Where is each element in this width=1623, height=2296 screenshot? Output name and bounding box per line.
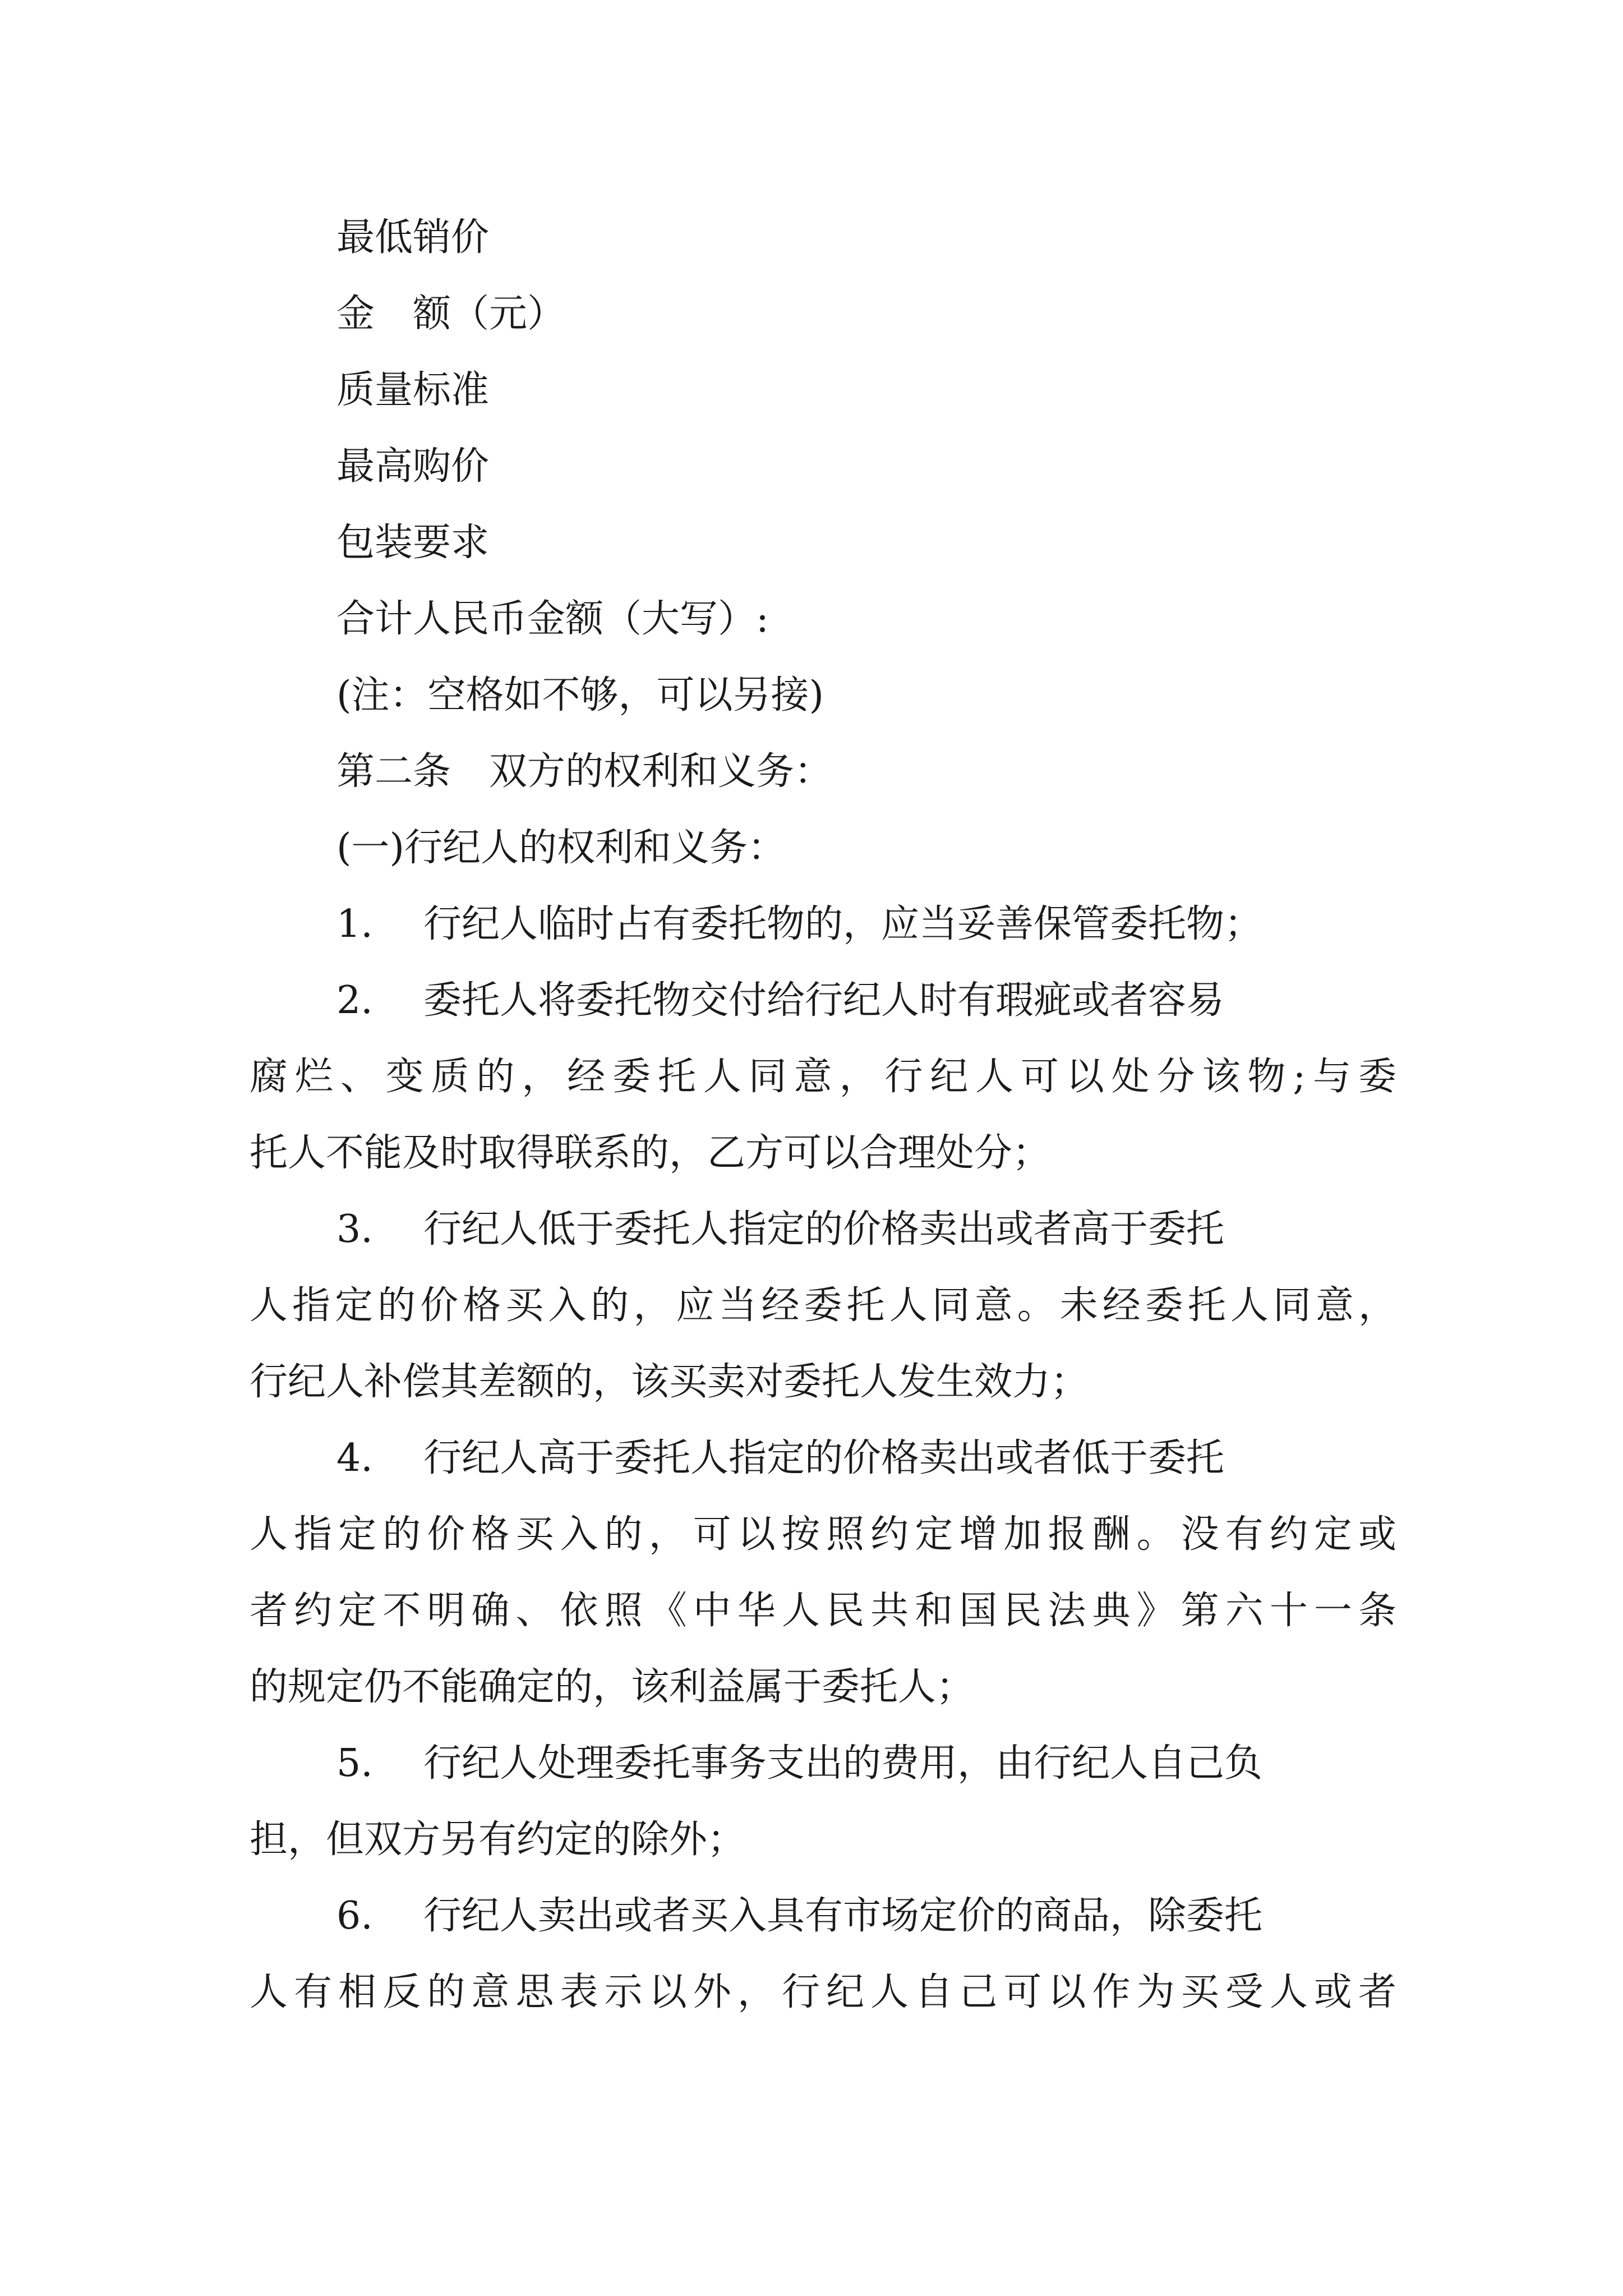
article-two-title: 第二条 双方的权利和义务： [336,749,833,794]
item-text-continued: 腐烂、变质的，经委托人同意，行纪人可以处分该物;与委 [250,1055,1396,1099]
item-text-continued: 人有相反的意思表示以外，行纪人自己可以作为买受人或者 [250,1970,1396,2014]
item-number: 3. [336,1207,373,1251]
field-total-rmb: 合计人民币金额（大写）: [336,597,769,641]
document-body [250,200,1396,2031]
item-text-continued: 人指定的价格买入的，应当经委托人同意。未经委托人同意， [250,1283,1396,1328]
item-text: 行纪人高于委托人指定的价格卖出或者低于委托 [423,1436,1225,1480]
list-item-5 [250,1726,1396,1802]
list-item-3 [250,1191,1396,1268]
item-number: 4. [336,1436,373,1480]
item-number: 6. [336,1894,373,1938]
list-item-4 [250,1420,1396,1497]
item-text: 行纪人低于委托人指定的价格卖出或者高于委托 [423,1207,1225,1251]
item-text-continued: 人指定的价格买入的，可以按照约定增加报酬。没有约定或 [250,1512,1396,1557]
item-text-continued: 的规定仍不能确定的，该利益属于委托人； [250,1665,975,1709]
item-text: 行纪人临时占有委托物的，应当妥善保管委托物； [423,902,1263,946]
section-one-title: (一)行纪人的权利和义务： [336,826,786,870]
item-text: 行纪人卖出或者买入具有市场定价的商品，除委托 [423,1894,1263,1938]
field-quality-standard: 质量标准 [336,368,490,412]
item-text: 行纪人处理委托事务支出的费用，由行纪人自己负 [423,1741,1263,1786]
item-text-continued: 者约定不明确、依照《中华人民共和国民法典》第六十一条 [250,1589,1396,1633]
list-item-2 [250,963,1396,1039]
field-min-sale-price: 最低销价 [336,215,490,260]
item-number: 1. [336,902,373,946]
field-amount: 金 额（元） [336,292,566,336]
item-text-continued: 托人不能及时取得联系的，乙方可以合理处分； [250,1131,1051,1175]
item-text-continued: 担，但双方另有约定的除外； [250,1818,746,1862]
item-number: 2. [336,978,373,1023]
list-item-1 [250,886,1396,963]
item-text-continued: 行纪人补偿其差额的，该买卖对委托人发生效力； [250,1360,1089,1404]
item-number: 5. [336,1741,373,1786]
field-max-purchase-price: 最高购价 [336,444,490,489]
field-packaging: 包装要求 [336,521,490,565]
note-text: (注：空格如不够，可以另接) [336,673,824,717]
list-item-6 [250,1878,1396,1954]
item-text: 委托人将委托物交付给行纪人时有瑕疵或者容易 [423,978,1225,1023]
